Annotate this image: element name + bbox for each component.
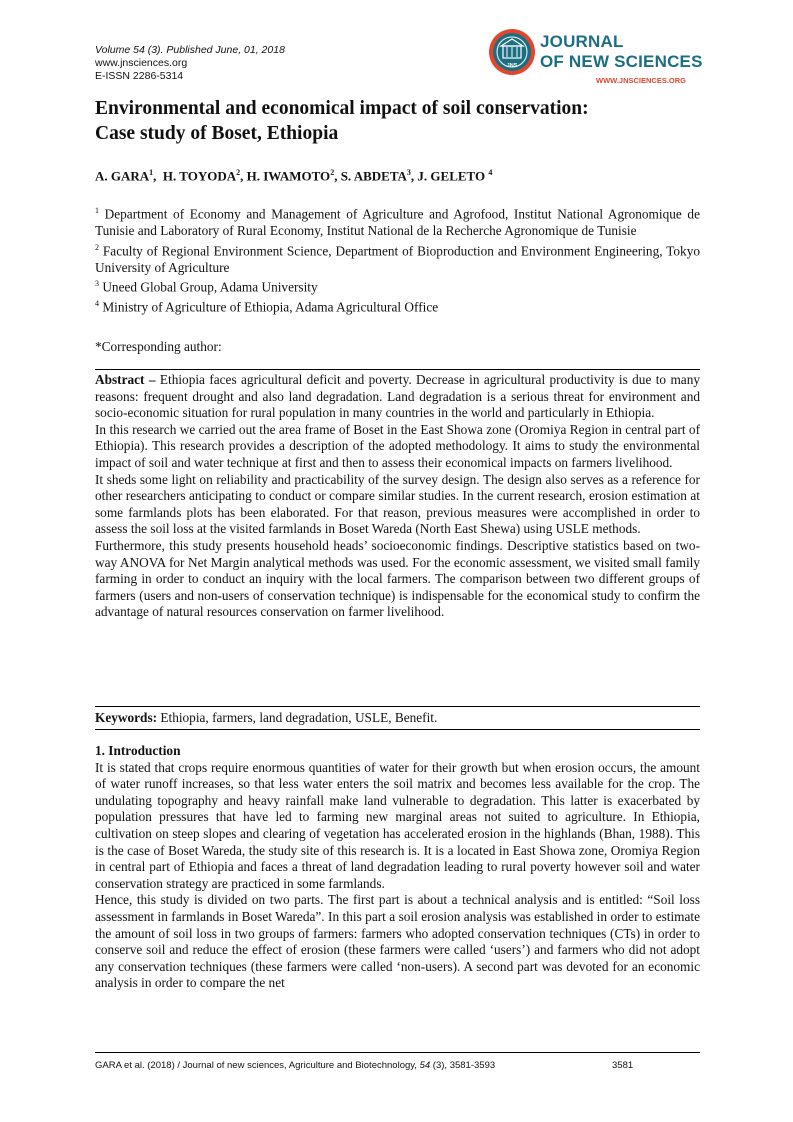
logo-url: WWW.JNSCIENCES.ORG [596,76,687,85]
keywords-label: Keywords: [95,710,158,725]
author: A. GARA [95,168,150,184]
paper-title: Environmental and economical impact of soil conservation: Case study of Boset, Ethiopia [95,98,589,144]
footer-divider [95,1052,700,1053]
affiliations [95,203,700,316]
affiliation-item: $^4$ Ministry of Agriculture of Ethiopia, Adama Agricultural Office [95,299,439,315]
journal-emblem-icon [488,28,536,76]
divider [95,729,700,730]
affiliation-item: $^3$ Uneed Global Group, Adama University [95,279,318,295]
corresponding-author: *Corresponding author: [95,339,222,354]
affiliation-item: $^2$ Faculty of Regional Environment Science, Department of Bioproduction and Environment Engineering, Tokyo University of Agriculture [95,242,700,275]
footer-citation: GARA et al. (2018) / Journal of new sciences, Agriculture and Biotechnology, 54 (3), 3581-3593 [95,1060,496,1071]
keywords: Keywords: Ethiopia, farmers, land degradation, USLE, Benefit. [95,710,438,725]
author: H. TOYODA [162,168,237,184]
abstract: Abstract – Ethiopia faces agricultural deficit and poverty. Decrease in agricultural productivity is due to many reasons: frequent drought and also land degradation. Land degradation is a serious threat for environment and socio-economic situation for rural population in many countries in the world and particularly in Ethiopia. In this research we carried out the area frame of Boset in the East Showa zone (Oromiya Region in central part of Ethiopia). This research provides a description of the adopted methodology. It aims to study the environmental impact of soil and water technique at first and then to assess their economical impacts on farmers livelihood. It sheds some light on reliability and practicability of the survey design. The design also serves as a reference for other researchers anticipating to conduct or compare similar studies. In the current research, erosion estimation at some farmlands plots has been elaborated. For that reason, previous measures were accomplished in order to assess the soil loss at the visited farmlands in Boset Wareda (North East Shewa) using USLE methods. Furthermore, this study presents household heads’ socioeconomic findings. Descriptive statistics based on two-way ANOVA for Net Margin analytical methods was used. For the economic assessment, we visited small family farming in order to conduct an inquiry with the local farmers. The comparison between two different groups of farmers (users and non-users of conservation technique) is indispensable for the economical study to confirm the advantage of natural resources conservation on farmer livelihood. [95,372,701,620]
emblem-text: JNS [506,63,518,69]
logo-line2: OF NEW SCIENCES [540,52,703,71]
author-list: A. GARA$^1$, H. TOYODA$^2$, H. IWAMOTO$^2$, S. ABDETA$^3$, J. GELETO $^4$ [95,168,493,184]
issn: E-ISSN 2286-5314 [95,70,184,82]
logo-line1: JOURNAL [540,32,624,51]
journal-website: www.jnsciences.org [95,57,188,69]
author: S. ABDETA [340,168,407,184]
volume-info: Volume 54 (3). Published June, 01, 2018 [95,44,285,56]
author: J. GELETO [417,168,486,184]
divider [95,369,700,370]
page-number: 3581 [612,1060,634,1071]
section-heading: 1. Introduction [95,743,181,758]
author: H. IWAMOTO [246,168,331,184]
abstract-label: Abstract – [95,372,156,387]
divider [95,706,700,707]
introduction-section: 1. Introduction It is stated that crops require enormous quantities of water for their growth but when erosion occurs, the amount of water runoff increases, so that less water enters the soil matrix and becomes less available for the crop. The undulating topography and heavy rainfall make land vulnerable to degradation. This latter is exacerbated by population pressures that have led to farming new marginal areas not suited to agriculture. In Ethiopia, cultivation on steep slopes and clearing of vegetation has accelerated erosion in the highlands (Bhan, 1988). This is the case of Boset Wareda, the study site of this research is. It is a located in East Showa zone, Oromiya Region in central part of Ethiopia and faces a threat of land degradation leading to rural poverty however soil and water conservation strategy are practiced in some farmlands. Hence, this study is divided on two parts. The first part is about a technical analysis and is entitled: “Soil loss assessment in farmlands in Boset Wareda”. In this part a soil erosion analysis was established in order to estimate the amount of soil loss in two groups of farmers: farmers who adopted conservation techniques (CTs) in order to conserve soil and reduce the effect of erosion (these farmers were called ‘users’) and farmers who did not adopt any conservation techniques (these farmers were called ‘non-users). A second part was devoted for an economic analysis in order to compare the net [95,743,700,991]
affiliation-item: $^1$ Department of Economy and Management of Agriculture and Agrofood, Institut National Agronomique de Tunisie and Laboratory of Rural Economy, Institut National de la Recherche Agronomique de Tunisie [95,206,700,239]
